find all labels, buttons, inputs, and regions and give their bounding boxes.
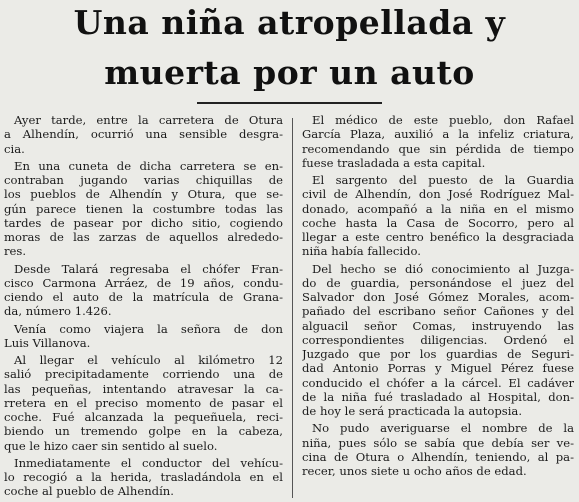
text-line: dad Antonio Porras y Miguel Pérez fuese (302, 361, 574, 376)
paragraph (4, 353, 283, 453)
paragraph (302, 421, 574, 478)
text-line: tardes de pasear por dicho sitio, cogiendo (4, 215, 283, 230)
text-line: cia. (4, 141, 25, 156)
text-line: Luis Villanova. (4, 335, 91, 350)
text-line: gún parece tienen la costumbre todas las (4, 201, 283, 216)
text-line: Venía como viajera la señora de don (14, 321, 283, 336)
text-line: Desde Talará regresaba el chófer Fran- (14, 261, 283, 276)
text-line: No pudo averiguarse el nombre de la (312, 421, 574, 436)
text-line: cina de Otura o Alhendín, teniendo, al pa- (302, 449, 574, 464)
text-line: Del hecho se dió conocimiento al Juzga- (312, 261, 574, 276)
text-line: civil de Alhendín, don José Rodríguez Mal- (302, 187, 574, 202)
right-column (302, 113, 574, 481)
paragraph (4, 456, 283, 499)
text-line: El médico de este pueblo, don Rafael (312, 113, 574, 127)
text-line: cisco Carmona Arráez, de 19 años, condu- (4, 275, 283, 290)
text-line: rretera en el preciso momento de pasar el (4, 395, 283, 410)
text-line: niña, pues sólo se sabía que debía ser ve- (302, 435, 574, 450)
text-line: El sargento del puesto de la Guardia (312, 173, 574, 187)
text-line: las pequeñas, intentando atravesar la ca- (4, 381, 283, 396)
paragraph (4, 322, 283, 351)
paragraph (4, 159, 283, 259)
column-divider (292, 118, 293, 498)
text-line: moras de las zarzas de aquellos alrededo- (4, 230, 283, 244)
headline-line-2: muerta por un auto (104, 53, 475, 92)
text-line: recer, unos siete u ocho años de edad. (302, 464, 527, 478)
paragraph (4, 262, 283, 319)
text-line: Salvador don José Gómez Morales, acom- (302, 290, 574, 304)
left-column (4, 113, 283, 502)
text-line: donado, acompañó a la niña en el mismo (302, 201, 574, 216)
paragraph (4, 113, 283, 156)
text-line: da, número 1.426. (4, 304, 112, 319)
text-line: a Alhendín, ocurrió una sensible desgra- (4, 127, 283, 142)
text-line: coche. Fué alcanzada la pequeñuela, reci- (4, 410, 283, 424)
paragraph (302, 173, 574, 259)
text-line: los pueblos de Alhendín y Otura, que se- (4, 187, 283, 202)
text-line: recomendando que sin pérdida de tiempo (302, 141, 574, 156)
text-line: ciendo el auto de la matrícula de Grana- (4, 290, 283, 304)
text-line: conducido el chófer a la cárcel. El cadáver (302, 375, 574, 390)
text-line: de la niña fué trasladado al Hospital, don- (302, 389, 574, 404)
text-line: alguacil señor Comas, instruyendo las (302, 318, 574, 333)
text-line: fuese trasladada a esta capital. (302, 155, 486, 170)
text-line: lo recogió a la herida, trasladándola en el (4, 470, 283, 484)
text-line: correspondientes diligencias. Ordenó el (302, 332, 574, 347)
text-line: coche al pueblo de Alhendín. (4, 484, 174, 499)
text-line: García Plaza, auxilió a la infeliz criatura, (302, 127, 574, 142)
text-line: salió precipitadamente corriendo una de (4, 367, 283, 382)
text-line: Ayer tarde, entre la carretera de Otura (14, 113, 283, 127)
paragraph (302, 113, 574, 170)
headline-line-1: Una niña atropellada y (73, 3, 506, 42)
text-line: que le hizo caer sin sentido al suelo. (4, 438, 218, 453)
text-line: Al llegar el vehículo al kilómetro 12 (14, 353, 283, 367)
headline-rule (197, 102, 382, 104)
text-line: coche hasta la Casa de Socorro, pero al (302, 215, 574, 230)
text-line: contraban jugando varias chiquillas de (4, 173, 283, 187)
text-line: niña había fallecido. (302, 244, 421, 259)
text-line: Juzgado que por los guardias de Seguri- (302, 347, 574, 361)
text-line: pañado del escribano señor Cañones y del (302, 304, 574, 319)
text-line: llegar a este centro benéfico la desgraciada (302, 230, 574, 244)
text-line: do de guardia, personándose el juez del (302, 275, 574, 290)
text-line: biendo un tremendo golpe en la cabeza, (4, 424, 283, 439)
paragraph (302, 262, 574, 419)
text-line: En una cuneta de dicha carretera se en- (14, 158, 283, 173)
text-line: Inmediatamente el conductor del vehícu- (14, 455, 283, 470)
text-line: res. (4, 244, 27, 259)
text-line: de hoy le será practicada la autopsia. (302, 404, 523, 418)
